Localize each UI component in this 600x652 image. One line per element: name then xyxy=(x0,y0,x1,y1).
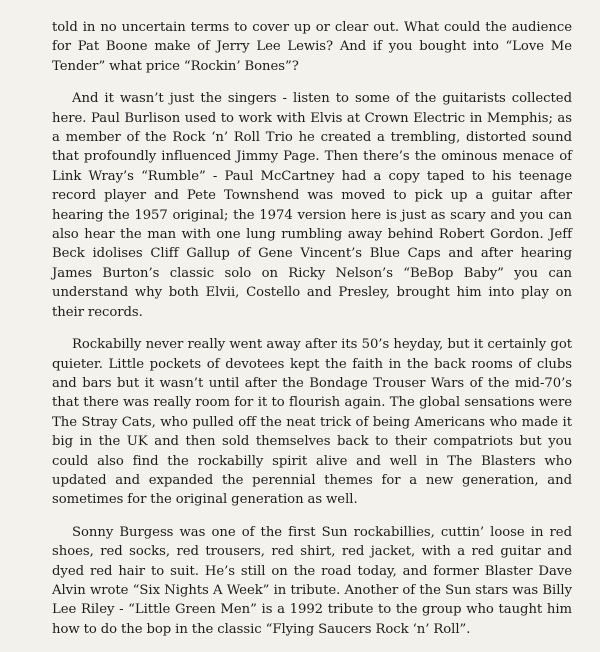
liner-notes-text xyxy=(52,18,572,652)
paragraph-2: And it wasn’t just the singers - listen to some of the guitarists collected here. Paul Burlison used to work with Elvis at Crown Electric in Memphis; as a member of the Rock ‘n’ Roll Trio he created a trembling, distorted sound that profoundly influenced Jimmy Page. Then there’s the ominous menace of Link Wray’s “Rumble” - Paul McCartney had a copy taped to his teenage record player and Pete Townshend was moved to pick up a guitar after hearing the 1957 original; the 1974 version here is just as scary and you can also hear the man with one lung rumbling away behind Robert Gordon. Jeff Beck idolises Cliff Gallup of Gene Vincent’s Blue Caps and after hearing James Burton’s classic solo on Ricky Nelson’s “BeBop Baby” you can understand why both Elvii, Costello and Presley, brought him into play on their records. xyxy=(52,91,572,320)
paragraph-3: Rockabilly never really went away after its 50’s heyday, but it certainly got quieter. Little pockets of devotees kept the faith in the back rooms of clubs and bars but it wasn’t until after the Bondage Trouser Wars of the mid-70’s that there was really room for it to flourish again. The global sensations were The Stray Cats, who pulled off the neat trick of being Americans who made it big in the UK and then sold themselves back to their compatriots but you could also find the rockabilly spirit alive and well in The Blasters who updated and expanded the perennial themes for a new generation, and sometimes for the original generation as well. xyxy=(52,337,572,508)
paragraph-1: told in no uncertain terms to cover up or clear out. What could the audience for Pat Boone make of Jerry Lee Lewis? And if you bought into “Love Me Tender” what price “Rockin’ Bones”? xyxy=(52,20,572,74)
paragraph-4: Sonny Burgess was one of the first Sun rockabillies, cuttin’ loose in red shoes, red socks, red trousers, red shirt, red jacket, with a red guitar and dyed red hair to suit. He’s still on the road today, and former Blaster Dave Alvin wrote “Six Nights A Week” in tribute. Another of the Sun stars was Billy Lee Riley - “Little Green Men” is a 1992 tribute to the group who taught him how to do the bop in the classic “Flying Saucers Rock ‘n’ Roll”. xyxy=(52,524,572,637)
